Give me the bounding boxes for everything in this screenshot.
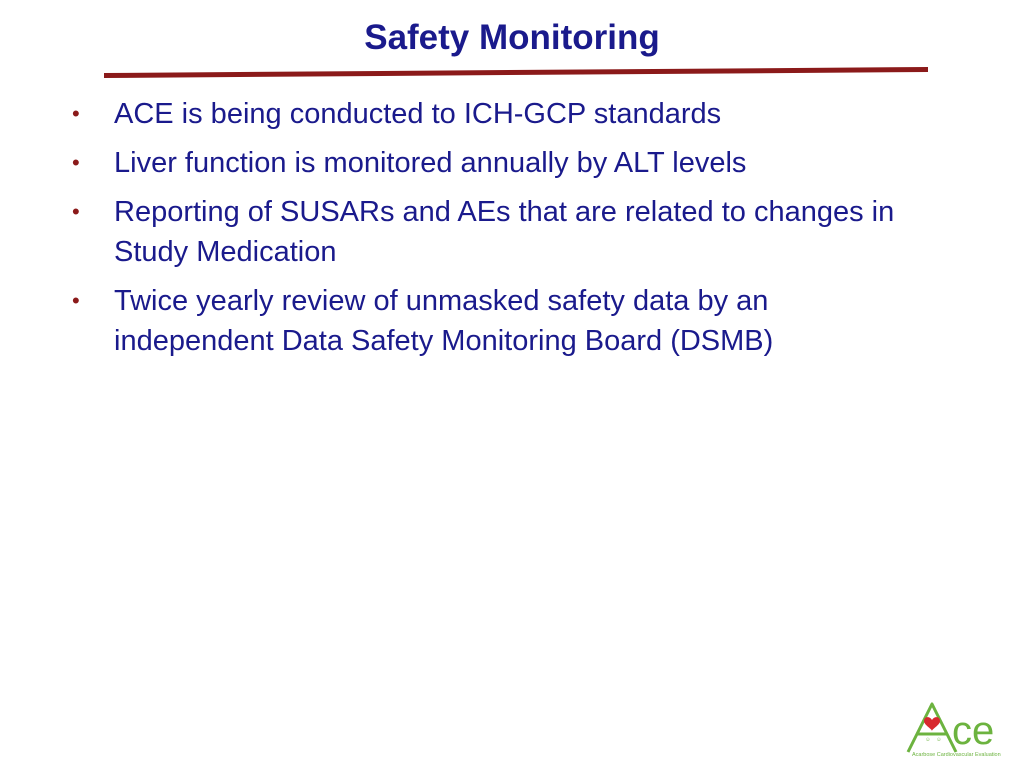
bullet-list [0,94,1024,370]
logo-ce-text: ce [952,709,995,753]
bullet-text: Liver function is monitored annually by ALT levels [114,147,747,179]
bullet-item [0,94,904,134]
bullet-item [0,143,904,183]
bullet-item [0,192,904,272]
logo-tagline: Acarbose Cardiovascular Evaluation [912,752,1001,758]
bullet-text: Reporting of SUSARs and AEs that are related to changes in Study Medication [114,196,895,268]
bullet-text: ACE is being conducted to ICH-GCP standards [114,98,722,130]
bullet-text: Twice yearly review of unmasked safety data by an independent Data Safety Monitoring Board (DSMB) [114,285,774,357]
heart-icon [924,717,940,731]
slide-title: Safety Monitoring [364,18,660,57]
bullet-point-icon: • [72,150,80,175]
bullet-item [0,281,904,361]
bullet-point-icon: • [72,101,80,126]
ace-logo [902,700,1012,758]
bullet-point-icon: • [72,288,80,313]
logo-figure-mark: ☺ [925,737,931,743]
bullet-point-icon: • [72,199,80,224]
logo-figure-mark: ☺ [936,737,942,743]
title-divider-line [0,0,1024,90]
